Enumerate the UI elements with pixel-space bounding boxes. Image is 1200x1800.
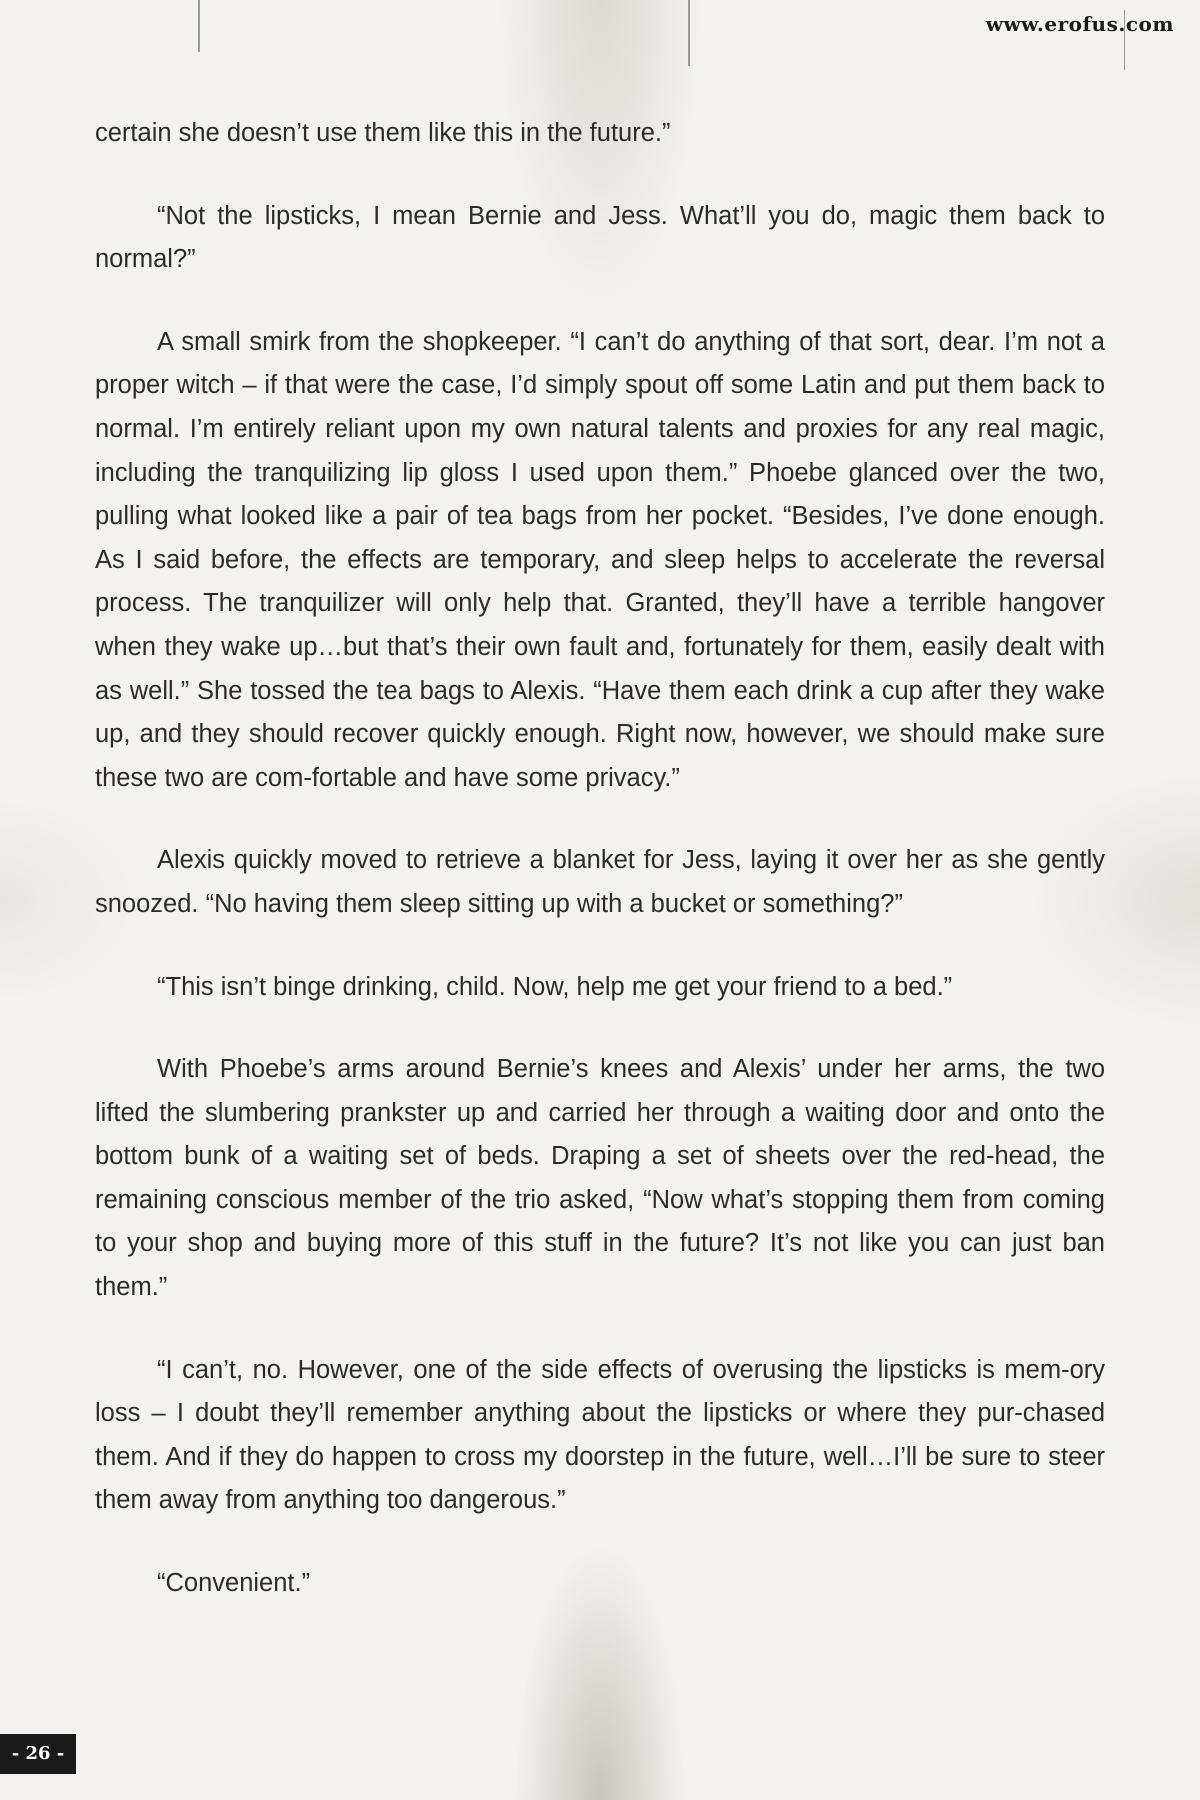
paragraph: “Convenient.” xyxy=(157,1569,311,1598)
paragraph: “I can’t, no. However, one of the side effects of overusing the lipsticks is mem-ory loss – I doubt they’ll remember anything about the lipsticks or where they pur-chased them. And if they do happen to cross my doorstep in the future, well…I’ll be sure to steer them away from anything too dangerous.” xyxy=(95,1355,1105,1515)
top-scratch-mark xyxy=(198,0,200,52)
story-text xyxy=(95,112,1105,1645)
top-scratch-mark xyxy=(688,0,690,66)
paragraph: A small smirk from the shopkeeper. “I can’t do anything of that sort, dear. I’m not a proper witch – if that were the case, I’d simply spout off some Latin and put them back to normal. I’m entirely reliant upon my own natural talents and proxies for any real magic, including the tranquilizing lip gloss I used upon them.” Phoebe glanced over the two, pulling what looked like a pair of tea bags from her pocket. “Besides, I’ve done enough. As I said before, the effects are temporary, and sleep helps to accelerate the reversal process. The tranquilizer will only help that. Granted, they’ll have a terrible hangover when they wake up…but that’s their own fault and, fortunately for them, easily dealt with as well.” She tossed the tea bags to Alexis. “Have them each drink a cup after they wake up, and they should recover quickly enough. Right now, however, we should make sure these two are com-fortable and have some privacy.” xyxy=(95,327,1105,792)
paragraph: “This isn’t binge drinking, child. Now, help me get your friend to a bed.” xyxy=(157,972,953,1001)
paragraph: “Not the lipsticks, I mean Bernie and Jess. What’ll you do, magic them back to normal?” xyxy=(95,201,1105,274)
paragraph: With Phoebe’s arms around Bernie’s knees and Alexis’ under her arms, the two lifted the slumbering prankster up and carried her through a waiting door and onto the bottom bunk of a waiting set of beds. Draping a set of sheets over the red-head, the remaining conscious member of the trio asked, “Now what’s stopping them from coming to your shop and buying more of this stuff in the future? It’s not like you can just ban them.” xyxy=(95,1055,1105,1302)
paragraph: Alexis quickly moved to retrieve a blanket for Jess, laying it over her as she gently snoozed. “No having them sleep sitting up with a bucket or something?” xyxy=(95,846,1105,918)
watermark: www.erofus.com xyxy=(985,12,1174,36)
paragraph: certain she doesn’t use them like this in the future.” xyxy=(95,119,671,147)
page-number: - 26 - xyxy=(0,1734,76,1774)
